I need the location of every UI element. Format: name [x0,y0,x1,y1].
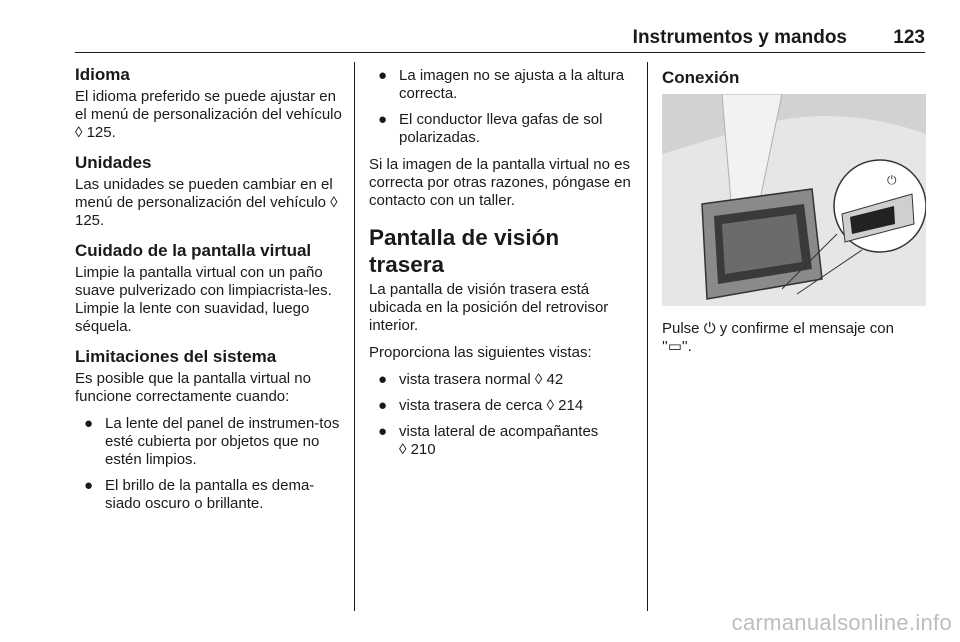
rear-view-display-illustration [662,94,926,306]
reference-arrow-icon: ◊ [534,371,543,388]
paragraph: Las unidades se pueden cambiar en el menú de personalización del vehículo ◊ 125. [75,176,338,229]
page-reference[interactable]: 42 [546,371,564,388]
watermark: carmanualsonline.info [731,610,952,635]
page-header [75,25,925,53]
column-divider [354,62,355,611]
page-title: Instrumentos y mandos [632,27,847,48]
bullet-list [75,415,343,513]
column-right [662,64,926,365]
page-reference[interactable]: 125. [86,124,116,141]
page-reference[interactable]: 214 [558,397,584,414]
section-idioma [75,64,343,142]
column-middle [369,64,635,468]
reference-arrow-icon: ◊ [330,194,338,211]
page-reference[interactable]: 210 [410,441,436,458]
power-icon: ⏻ [703,320,716,337]
paragraph: Limpie la pantalla virtual con un paño suave pulverizado con limpiacrista-les. Limpie la lente con suavidad, luego séquela. [75,264,332,335]
paragraph: La pantalla de visión trasera está ubicada en la posición del retrovisor interior. [369,281,609,334]
section-heading: Cuidado de la pantalla virtual [75,241,312,260]
column-left [75,64,343,522]
bullet-icon: ● [84,415,94,432]
illustration-svg [662,94,926,306]
section-heading: Limitaciones del sistema [75,347,277,366]
bullet-icon: ● [84,477,94,494]
section-limitaciones [75,346,343,513]
reference-arrow-icon: ◊ [546,397,554,414]
list-item: ● vista lateral de acompañantes ◊ 210 [378,423,599,458]
svg-text:⏻: ⏻ [887,173,897,187]
list-item: ● El conductor lleva gafas de sol polarizadas. [378,111,603,146]
page-number: 123 [893,27,925,48]
section-heading: Conexión [662,68,740,87]
list-item: ● La imagen no se ajusta a la altura correcta. [378,67,625,102]
page-reference[interactable]: 125. [75,212,105,229]
paragraph: Proporciona las siguientes vistas: [369,344,592,361]
bullet-icon: ● [378,423,388,440]
bullet-list [369,371,635,459]
bullet-icon: ● [378,397,388,414]
list-item: ● La lente del panel de instrumen-tos esté cubierta por objetos que no estén limpios. [84,415,340,468]
column-divider [647,62,648,611]
paragraph: Si la imagen de la pantalla virtual no es correcta por otras razones, póngase en contacto con un taller. [369,156,631,209]
section-heading: Pantalla de visión trasera [369,225,560,277]
paragraph: El idioma preferido se puede ajustar en el menú de personalización del vehículo ◊ 125. [75,88,342,141]
section-unidades [75,152,343,230]
section-heading: Unidades [75,153,152,172]
list-item: ● vista trasera normal ◊ 42 [378,371,564,388]
paragraph: Es posible que la pantalla virtual no funcione correctamente cuando: [75,370,311,405]
list-item: ● El brillo de la pantalla es dema-siado oscuro o brillante. [84,477,315,512]
bullet-icon: ● [378,67,388,84]
bullet-list [369,67,635,147]
bullet-icon: ● [378,371,388,388]
section-heading: Idioma [75,65,130,84]
mirror-display-icon: ''▭'' [662,338,688,355]
reference-arrow-icon: ◊ [75,124,83,141]
bullet-icon: ● [378,111,388,128]
paragraph: Pulse ⏻ y confirme el mensaje con ''▭''. [662,320,894,355]
section-cuidado [75,240,343,336]
reference-arrow-icon: ◊ [399,441,407,458]
list-item: ● vista trasera de cerca ◊ 214 [378,397,584,414]
